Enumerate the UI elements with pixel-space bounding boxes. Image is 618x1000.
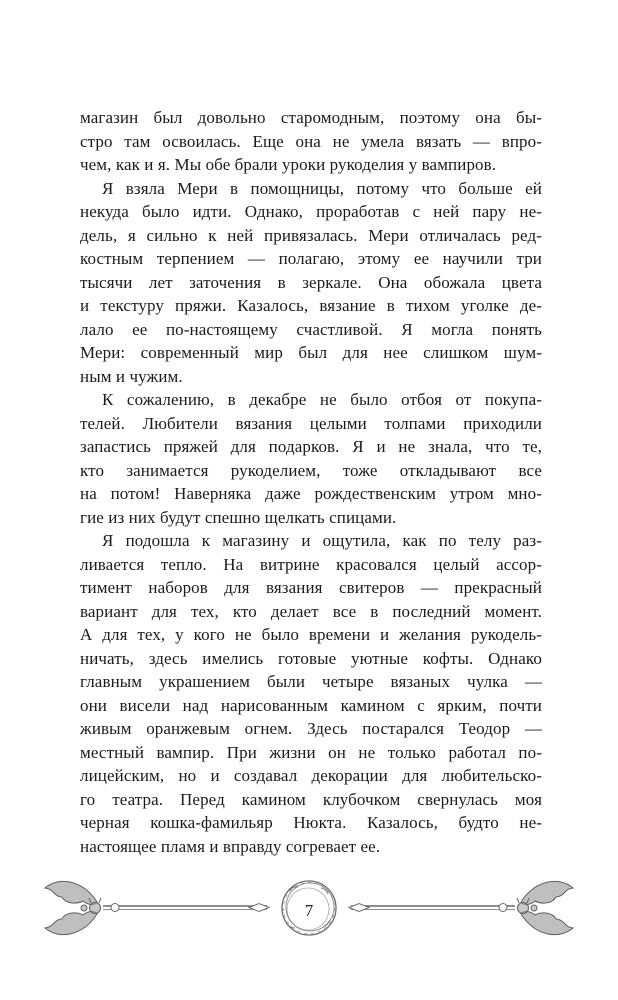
text-line: вариант для тех, кто делает все в последний момент. [80,601,542,621]
text-line: тысячи лет заточения в зеркале. Она обожала цвета [80,272,542,292]
text-line: Я подошла к магазину и ощутила, как по телу раз- [102,531,542,550]
text-line: запастись пряжей для подарков. Я и не знала, что те, [80,437,542,456]
text-line: на потом! Наверняка даже рождественским утром мно- [80,484,542,503]
text-line: ным и чужим. [80,366,183,386]
text-line: кто занимается рукоделием, тоже откладывают все [80,460,542,480]
text-line: некуда было идти. Однако, проработав с ней пару не- [80,202,542,221]
text-line: лицейским, но и создавал декорации для любительско- [80,766,542,785]
text-line: черная кошка-фамильяр Нюкта. Казалось, будто не- [80,813,542,832]
text-line: главным украшением были четыре вязаных чулка — [80,672,542,691]
text-line: телей. Любители вязания целыми толпами приходили [80,413,542,433]
page-number: 7 [304,901,314,920]
text-line: и текстуру пряжи. Казалось, вязание в тихом уголке де- [80,296,542,315]
text-line: гие из них будут спешно щелкать спицами. [80,507,397,527]
text-line: чем, как и я. Мы обе брали уроки рукоделия у вампиров. [80,155,497,174]
text-line: они висели над нарисованным камином с ярким, почти [80,695,542,715]
paragraph [80,177,542,389]
text-line: Мери: современный мир был для нее слишком шум- [80,343,542,362]
text-line: дель, я сильно к ней привязалась. Мери отличалась ред- [80,225,542,245]
body-text [80,106,542,858]
page-footer [0,868,618,968]
text-line: настоящее пламя и вправду согревает ее. [80,836,381,856]
paragraph [80,388,542,529]
paragraph [80,106,542,177]
text-line: ничать, здесь имелись готовые уютные кофты. Однако [80,648,542,668]
text-line: стро там освоилась. Еще она не умела вязать — впро- [80,131,542,151]
text-line: К сожалению, в декабре не было отбоя от покупа- [102,390,542,409]
text-line: лало ее по-настоящему счастливой. Я могла понять [80,319,542,339]
paragraph [80,529,542,858]
text-line: местный вампир. При жизни он не только работал по- [80,742,542,762]
text-line: костным терпением — полагаю, этому ее научили три [80,249,542,268]
text-line: А для тех, у кого не было времени и желания рукодель- [80,625,542,644]
text-line: тимент наборов для вязания свитеров — прекрасный [80,578,542,597]
text-line: Я взяла Мери в помощницы, потому что больше ей [102,178,542,198]
text-line: го театра. Перед камином клубочком свернулась моя [80,789,542,809]
text-line: магазин был довольно старомодным, поэтому она бы- [80,108,542,127]
text-line: живым оранжевым огнем. Здесь постарался Теодор — [80,719,542,738]
text-line: ливается тепло. На витрине красовался целый ассор- [80,554,542,574]
